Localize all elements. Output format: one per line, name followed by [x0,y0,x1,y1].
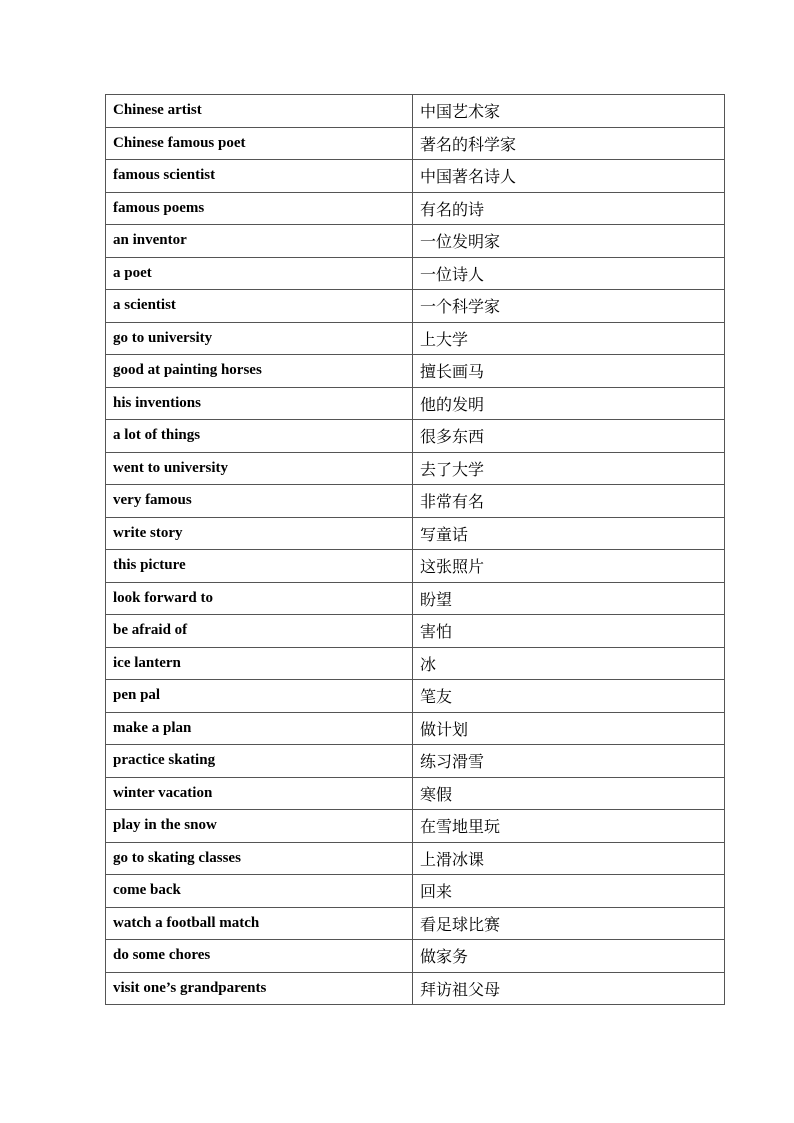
english-phrase-cell: a poet [106,257,413,290]
table-row [106,810,725,843]
table-row [106,420,725,453]
table-row [106,582,725,615]
table-row [106,712,725,745]
chinese-translation-cell: 这张照片 [413,550,725,583]
chinese-translation-cell: 一个科学家 [413,290,725,323]
chinese-translation-cell: 有名的诗 [413,192,725,225]
chinese-translation-cell: 看足球比赛 [413,907,725,940]
english-phrase-cell: winter vacation [106,777,413,810]
table-row [106,355,725,388]
english-phrase-cell: look forward to [106,582,413,615]
english-phrase-cell: practice skating [106,745,413,778]
english-phrase-cell: famous scientist [106,160,413,193]
table-row [106,290,725,323]
chinese-translation-cell: 非常有名 [413,485,725,518]
english-phrase-cell: ice lantern [106,647,413,680]
chinese-translation-cell: 回来 [413,875,725,908]
chinese-translation-cell: 在雪地里玩 [413,810,725,843]
english-phrase-cell: make a plan [106,712,413,745]
english-phrase-cell: go to university [106,322,413,355]
table-row [106,95,725,128]
table-row [106,517,725,550]
chinese-translation-cell: 一位发明家 [413,225,725,258]
english-phrase-cell: good at painting horses [106,355,413,388]
chinese-translation-cell: 很多东西 [413,420,725,453]
table-row [106,160,725,193]
english-phrase-cell: went to university [106,452,413,485]
english-phrase-cell: Chinese famous poet [106,127,413,160]
english-phrase-cell: visit one’s grandparents [106,972,413,1005]
english-phrase-cell: very famous [106,485,413,518]
table-row [106,257,725,290]
english-phrase-cell: Chinese artist [106,95,413,128]
english-phrase-cell: a scientist [106,290,413,323]
english-phrase-cell: famous poems [106,192,413,225]
table-row [106,615,725,648]
table-row [106,387,725,420]
table-row [106,322,725,355]
english-phrase-cell: do some chores [106,940,413,973]
english-phrase-cell: his inventions [106,387,413,420]
table-row [106,485,725,518]
table-row [106,127,725,160]
chinese-translation-cell: 上滑冰课 [413,842,725,875]
chinese-translation-cell: 去了大学 [413,452,725,485]
chinese-translation-cell: 练习滑雪 [413,745,725,778]
chinese-translation-cell: 冰 [413,647,725,680]
chinese-translation-cell: 笔友 [413,680,725,713]
table-row [106,647,725,680]
chinese-translation-cell: 写童话 [413,517,725,550]
english-phrase-cell: play in the snow [106,810,413,843]
table-row [106,907,725,940]
table-row [106,972,725,1005]
english-phrase-cell: go to skating classes [106,842,413,875]
chinese-translation-cell: 一位诗人 [413,257,725,290]
table-row [106,452,725,485]
table-row [106,550,725,583]
table-row [106,940,725,973]
table-row [106,842,725,875]
table-row [106,745,725,778]
chinese-translation-cell: 上大学 [413,322,725,355]
english-phrase-cell: a lot of things [106,420,413,453]
chinese-translation-cell: 擅长画马 [413,355,725,388]
english-phrase-cell: write story [106,517,413,550]
table-row [106,192,725,225]
vocabulary-table-body [106,95,725,1005]
english-phrase-cell: be afraid of [106,615,413,648]
vocabulary-table [105,94,725,1005]
chinese-translation-cell: 拜访祖父母 [413,972,725,1005]
chinese-translation-cell: 害怕 [413,615,725,648]
chinese-translation-cell: 盼望 [413,582,725,615]
table-row [106,225,725,258]
chinese-translation-cell: 著名的科学家 [413,127,725,160]
chinese-translation-cell: 中国著名诗人 [413,160,725,193]
english-phrase-cell: watch a football match [106,907,413,940]
english-phrase-cell: this picture [106,550,413,583]
table-row [106,875,725,908]
chinese-translation-cell: 中国艺术家 [413,95,725,128]
chinese-translation-cell: 做计划 [413,712,725,745]
chinese-translation-cell: 他的发明 [413,387,725,420]
english-phrase-cell: pen pal [106,680,413,713]
english-phrase-cell: an inventor [106,225,413,258]
chinese-translation-cell: 寒假 [413,777,725,810]
table-row [106,777,725,810]
english-phrase-cell: come back [106,875,413,908]
table-row [106,680,725,713]
chinese-translation-cell: 做家务 [413,940,725,973]
